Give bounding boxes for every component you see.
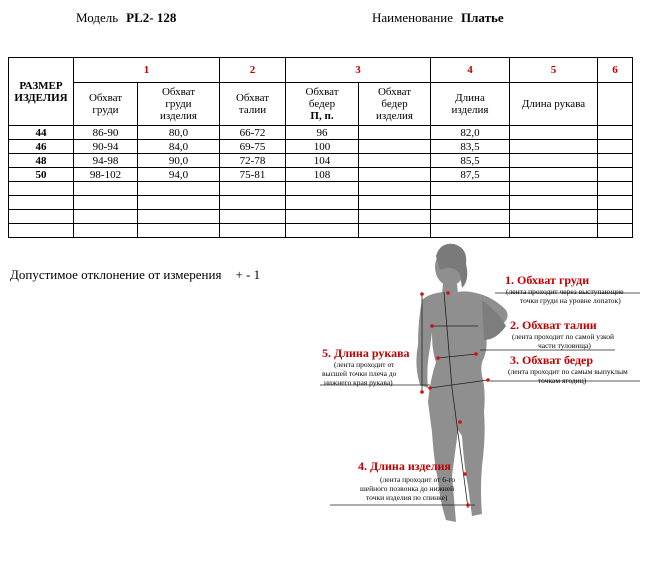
group-number: 1 <box>74 58 220 83</box>
table-cell <box>510 126 598 140</box>
annotation-3 <box>508 353 628 385</box>
size-cell: 48 <box>9 154 74 168</box>
annotation-2 <box>510 318 614 350</box>
table-cell: 90,0 <box>138 154 220 168</box>
group-number: 2 <box>220 58 286 83</box>
table-cell <box>359 168 431 182</box>
column-header: Обхват талии <box>220 83 286 126</box>
empty-row <box>9 224 633 238</box>
table-row <box>9 168 633 182</box>
tolerance-label: Допустимое отклонение от измерения <box>10 267 222 282</box>
table-cell: 83,5 <box>431 140 510 154</box>
table-cell: 90-94 <box>74 140 138 154</box>
table-cell <box>286 224 359 238</box>
column-header: Длина рукава <box>510 83 598 126</box>
svg-text:точки изделия по спинке): точки изделия по спинке) <box>366 493 448 502</box>
name-line <box>372 10 504 26</box>
annotation-4 <box>358 459 455 502</box>
table-cell: 66-72 <box>220 126 286 140</box>
table-cell <box>359 224 431 238</box>
table-cell: 94,0 <box>138 168 220 182</box>
table-cell <box>598 224 633 238</box>
table-cell <box>598 154 633 168</box>
table-cell: 96 <box>286 126 359 140</box>
table-cell: 98-102 <box>74 168 138 182</box>
svg-text:(лента проходит по самой узкой: (лента проходит по самой узкой <box>512 332 614 341</box>
measurement-figure <box>300 240 645 540</box>
size-table <box>8 57 633 238</box>
svg-text:нижнего края рукава): нижнего края рукава) <box>324 378 393 387</box>
table-cell <box>138 210 220 224</box>
table-cell <box>9 224 74 238</box>
table-cell: 87,5 <box>431 168 510 182</box>
model-value: PL2- 128 <box>126 10 177 25</box>
table-row <box>9 126 633 140</box>
table-cell: 84,0 <box>138 140 220 154</box>
table-row <box>9 154 633 168</box>
table-cell <box>220 182 286 196</box>
table-cell <box>510 182 598 196</box>
table-cell <box>510 196 598 210</box>
svg-text:точкам ягодиц): точкам ягодиц) <box>538 376 587 385</box>
table-cell <box>9 182 74 196</box>
group-number: 5 <box>510 58 598 83</box>
table-cell <box>138 182 220 196</box>
table-cell <box>598 126 633 140</box>
svg-text:4. Длина изделия: 4. Длина изделия <box>358 459 451 473</box>
table-cell <box>74 210 138 224</box>
table-cell <box>74 182 138 196</box>
table-cell <box>510 224 598 238</box>
column-header: Обхват бедер изделия <box>359 83 431 126</box>
group-number: 4 <box>431 58 510 83</box>
table-cell <box>359 196 431 210</box>
table-cell <box>138 196 220 210</box>
table-cell <box>9 196 74 210</box>
model-label: Модель <box>76 10 119 25</box>
table-cell <box>598 168 633 182</box>
table-cell <box>431 210 510 224</box>
table-cell <box>359 154 431 168</box>
table-cell <box>359 210 431 224</box>
table-cell <box>359 140 431 154</box>
column-header <box>598 83 633 126</box>
table-cell: 104 <box>286 154 359 168</box>
table-cell: 69-75 <box>220 140 286 154</box>
table-cell <box>359 182 431 196</box>
group-number: 3 <box>286 58 431 83</box>
table-cell <box>431 182 510 196</box>
model-line <box>76 10 176 26</box>
table-cell <box>286 210 359 224</box>
empty-row <box>9 210 633 224</box>
table-cell: 108 <box>286 168 359 182</box>
svg-text:(лента проходит через выступаю: (лента проходит через выступающие <box>506 287 624 296</box>
table-cell <box>431 196 510 210</box>
table-cell <box>220 196 286 210</box>
table-cell: 100 <box>286 140 359 154</box>
table-cell <box>138 224 220 238</box>
table-cell: 72-78 <box>220 154 286 168</box>
table-cell: 80,0 <box>138 126 220 140</box>
table-row <box>9 140 633 154</box>
table-cell <box>510 210 598 224</box>
size-cell: 46 <box>9 140 74 154</box>
size-header: РАЗМЕР ИЗДЕЛИЯ <box>9 58 74 126</box>
column-header: Обхват бедер П, п. <box>286 83 359 126</box>
size-cell: 50 <box>9 168 74 182</box>
column-header: Длина изделия <box>431 83 510 126</box>
table-cell: 85,5 <box>431 154 510 168</box>
table-cell: 94-98 <box>74 154 138 168</box>
annotation-1 <box>505 273 624 305</box>
table-cell <box>74 224 138 238</box>
table-cell <box>431 224 510 238</box>
table-cell <box>286 196 359 210</box>
table-cell <box>598 210 633 224</box>
name-value: Платье <box>461 10 504 25</box>
table-cell <box>286 182 359 196</box>
group-number: 6 <box>598 58 633 83</box>
name-label: Наименование <box>372 10 453 25</box>
svg-text:(лента проходит по самым выпук: (лента проходит по самым выпуклым <box>508 367 628 376</box>
empty-row <box>9 196 633 210</box>
svg-text:1. Обхват груди: 1. Обхват груди <box>505 273 590 287</box>
svg-text:высшей точки плеча до: высшей точки плеча до <box>322 369 397 378</box>
table-cell <box>598 140 633 154</box>
table-cell <box>9 210 74 224</box>
svg-text:3. Обхват бедер: 3. Обхват бедер <box>510 353 594 367</box>
column-header: Обхват груди <box>74 83 138 126</box>
tolerance-note <box>10 267 260 283</box>
table-cell <box>510 168 598 182</box>
table-cell: 75-81 <box>220 168 286 182</box>
annotation-5 <box>322 346 410 387</box>
tolerance-value: + - 1 <box>235 267 261 282</box>
table-cell: 86-90 <box>74 126 138 140</box>
table-cell <box>510 154 598 168</box>
table-cell <box>359 126 431 140</box>
column-header: Обхват груди изделия <box>138 83 220 126</box>
table-cell <box>598 182 633 196</box>
table-cell <box>598 196 633 210</box>
empty-row <box>9 182 633 196</box>
svg-text:точки груди на уровне лопаток): точки груди на уровне лопаток) <box>520 296 621 305</box>
table-cell <box>220 210 286 224</box>
table-cell <box>74 196 138 210</box>
table-cell: 82,0 <box>431 126 510 140</box>
table-cell <box>510 140 598 154</box>
svg-text:5. Длина рукава: 5. Длина рукава <box>322 346 410 360</box>
svg-text:2. Обхват талии: 2. Обхват талии <box>510 318 597 332</box>
size-cell: 44 <box>9 126 74 140</box>
table-cell <box>220 224 286 238</box>
svg-text:(лента проходит от: (лента проходит от <box>334 360 395 369</box>
svg-text:шейного позвонка до нижней: шейного позвонка до нижней <box>360 484 455 493</box>
svg-text:(лента проходит от 6-го: (лента проходит от 6-го <box>380 475 456 484</box>
svg-text:части туловища): части туловища) <box>538 341 591 350</box>
